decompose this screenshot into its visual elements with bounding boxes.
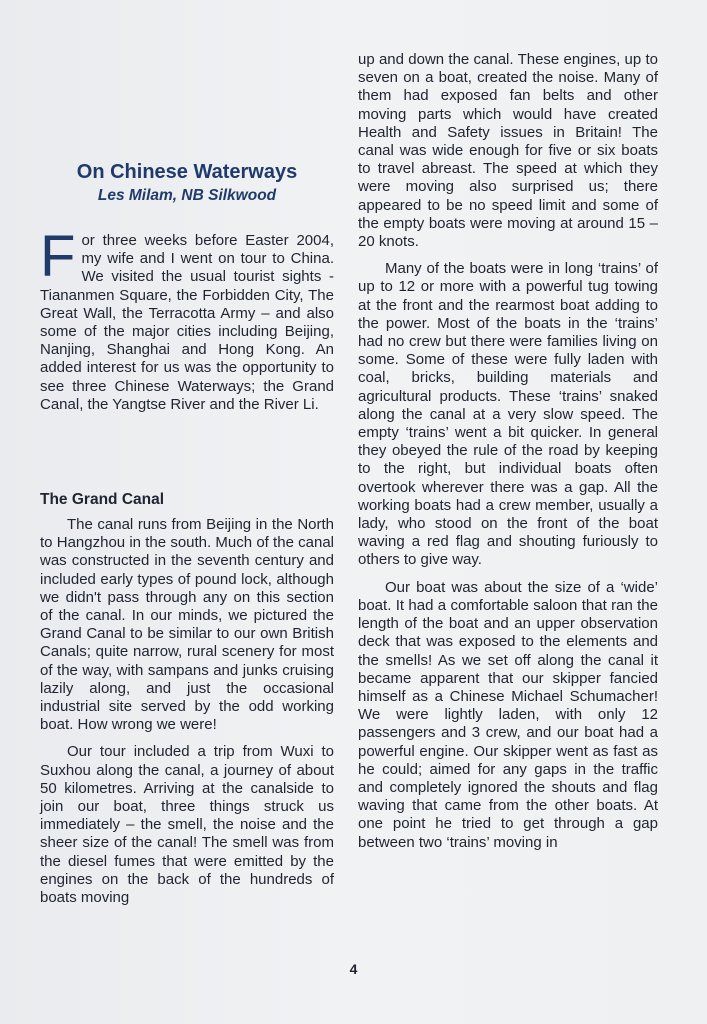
page-number: 4 xyxy=(349,961,358,977)
article-byline: Les Milam, NB Silkwood xyxy=(97,187,277,204)
intro-text: or three weeks before Easter 2004, my wife and I went on tour to China. We visited the usual tourist sights - Tiananmen Square, the Forbidden City, The Great Wall, the Terracotta Army – and also some of the major cities including Beijing, Nanjing, Shanghai and Hong Kong. An added interest for us was the opportunity to see three Chinese Waterways; the Grand Canal, the Yangtse River and the River Li. xyxy=(40,232,334,413)
left-column-body xyxy=(40,516,334,916)
section-heading: The Grand Canal xyxy=(40,491,165,508)
right-column-body xyxy=(358,51,658,861)
drop-cap: F xyxy=(40,224,76,289)
article-title: On Chinese Waterways xyxy=(76,161,298,183)
intro-paragraph xyxy=(40,224,334,414)
body-paragraph: up and down the canal. These engines, up to seven on a boat, created the noise. Many of them had exposed fan belts and other moving parts which would have created Health and Safety issues in Britain! The canal was wide enough for five or six boats to travel abreast. The speed at which they were moving also surprised us; there appeared to be no speed limit and some of the empty boats were moving at around 15 – 20 knots. xyxy=(358,51,658,251)
body-paragraph: The canal runs from Beijing in the North to Hangzhou in the south. Much of the canal was constructed in the seventh century and included early types of pound lock, although we didn't pass through any on this section of the canal. In our minds, we pictured the Grand Canal to be similar to our own British Canals; quite narrow, rural scenery for most of the way, with sampans and junks cruising lazily along, and just the occasional industrial site served by the odd working boat. How wrong we were! xyxy=(40,516,334,734)
body-paragraph: Our tour included a trip from Wuxi to Suxhou along the canal, a journey of about 50 kilometres. Arriving at the canalside to join our boat, three things struck us immediately – the smell, the noise and the sheer size of the canal! The smell was from the diesel fumes that were emitted by the engines on the back of the hundreds of boats moving xyxy=(40,743,334,907)
body-paragraph: Many of the boats were in long ‘trains’ of up to 12 or more with a powerful tug towing at the front and the rearmost boat adding to the power. Most of the boats in the ‘trains’ had no crew but there were families living on some. Some of these were fully laden with coal, bricks, building materials and agricultural products. These ‘trains’ snaked along the canal at a very slow speed. The empty ‘trains’ went a bit quicker. In general they obeyed the rule of the road by keeping to the right, but individual boats often overtook wherever there was a gap. All the working boats had a crew member, usually a lady, who stood on the front of the boat waving a red flag and shouting furiously to others to give way. xyxy=(358,260,658,569)
body-paragraph: Our boat was about the size of a ‘wide’ boat. It had a comfortable saloon that ran the length of the boat and an upper observation deck that was exposed to the elements and the smells! As we set off along the canal it became apparent that our skipper fancied himself as a Chinese Michael Schumacher! We were lightly laden, with only 12 passengers and 3 crew, and our boat had a powerful engine. Our skipper went as fast as he could; aimed for any gaps in the traffic and completely ignored the shouts and flag waving that came from the other boats. At one point he tried to get through a gap between two ‘trains’ moving in xyxy=(358,578,658,851)
